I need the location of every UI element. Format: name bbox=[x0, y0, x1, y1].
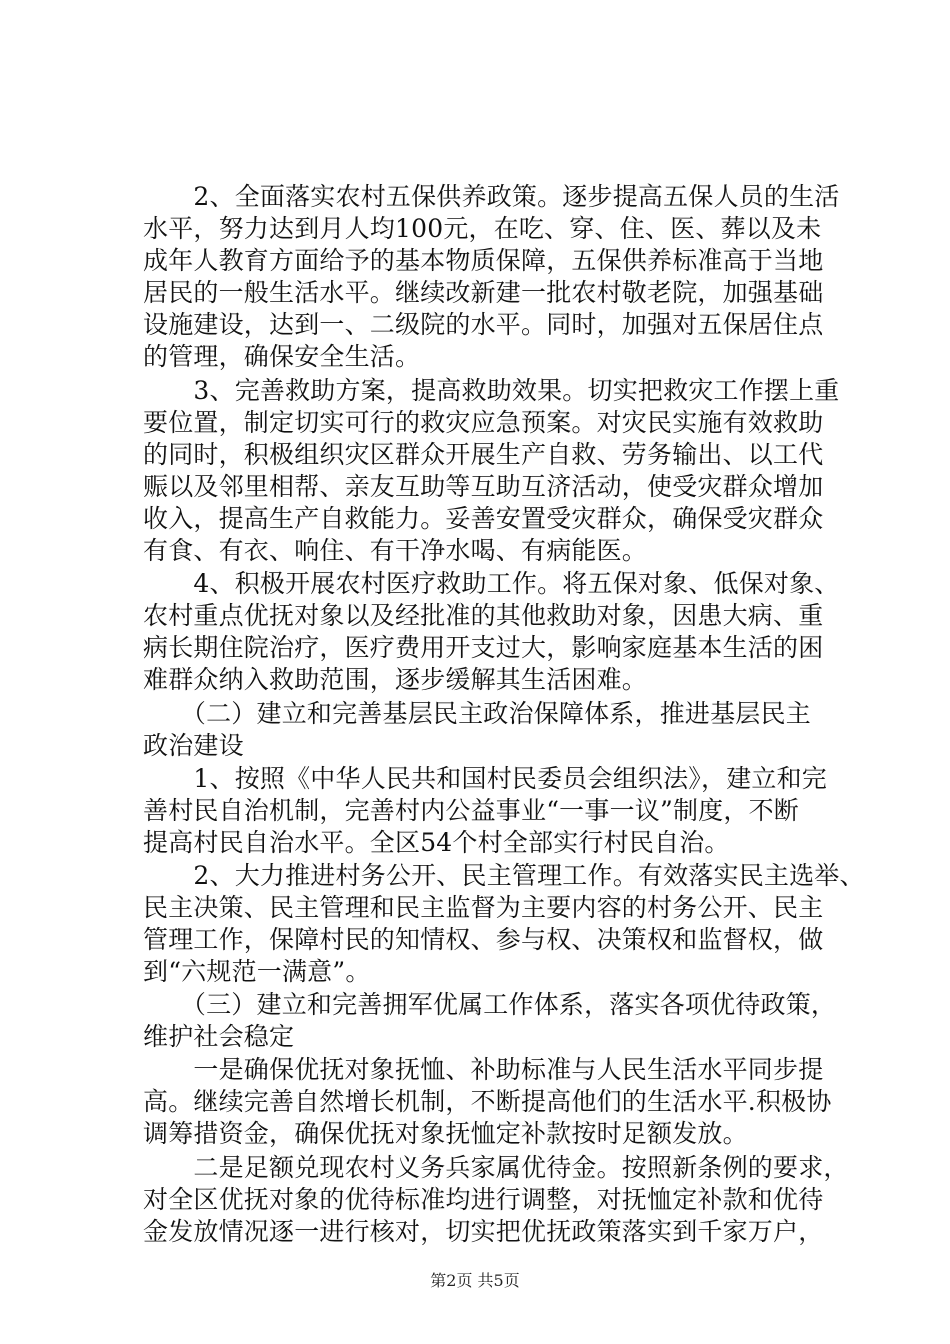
section-heading: （二）建立和完善基层民主政治保障体系，推进基层民主 bbox=[143, 699, 811, 728]
text-line: 赈以及邻里相帮、亲友互助等互助互济活动，使受灾群众增加 bbox=[143, 472, 824, 501]
text-line: 难群众纳入救助范围，逐步缓解其生活困难。 bbox=[143, 665, 648, 694]
text-line: 高。继续完善自然增长机制，不断提高他们的生活水平.积极协 bbox=[143, 1087, 832, 1116]
text-line: 1、按照《中华人民共和国村民委员会组织法》，建立和完 bbox=[143, 764, 828, 793]
text-line: 设施建设，达到一、二级院的水平。同时，加强对五保居住点 bbox=[143, 310, 824, 339]
section-heading: 维护社会稳定 bbox=[143, 1022, 295, 1051]
text-line: 收入，提高生产自救能力。妥善安置受灾群众，确保受灾群众 bbox=[143, 504, 824, 533]
text-line: 的管理，确保安全生活。 bbox=[143, 342, 421, 371]
text-line: 一是确保优抚对象抚恤、补助标准与人民生活水平同步提 bbox=[143, 1055, 824, 1084]
text-line: 调筹措资金，确保优抚对象抚恤定补款按时足额发放。 bbox=[143, 1119, 748, 1148]
text-line: 2、大力推进村务公开、民主管理工作。有效落实民主选举、 bbox=[143, 861, 865, 890]
text-line: 要位置，制定切实可行的救灾应急预案。对灾民实施有效救助 bbox=[143, 408, 824, 437]
text-line: 对全区优抚对象的优待标准均进行调整，对抚恤定补款和优待 bbox=[143, 1185, 824, 1214]
text-line: 农村重点优抚对象以及经批准的其他救助对象，因患大病、重 bbox=[143, 601, 824, 630]
text-line: 的同时，积极组织灾区群众开展生产自救、劳务输出、以工代 bbox=[143, 440, 824, 469]
text-line: 成年人教育方面给予的基本物质保障，五保供养标准高于当地 bbox=[143, 246, 824, 275]
section-heading: （三）建立和完善拥军优属工作体系，落实各项优待政策， bbox=[143, 990, 837, 1019]
text-line: 到“六规范一满意”。 bbox=[143, 957, 371, 986]
section-heading: 政治建设 bbox=[143, 731, 244, 760]
text-line: 病长期住院治疗，医疗费用开支过大，影响家庭基本生活的困 bbox=[143, 633, 824, 662]
text-line: 善村民自治机制，完善村内公益事业“一事一议”制度，不断 bbox=[143, 796, 799, 825]
text-line: 二是足额兑现农村义务兵家属优待金。按照新条例的要求， bbox=[143, 1153, 849, 1182]
page-footer: 第2页 共5页 bbox=[430, 1271, 520, 1290]
text-line: 管理工作，保障村民的知情权、参与权、决策权和监督权，做 bbox=[143, 925, 824, 954]
text-line: 2、全面落实农村五保供养政策。逐步提高五保人员的生活 bbox=[143, 182, 840, 211]
text-line: 居民的一般生活水平。继续改新建一批农村敬老院，加强基础 bbox=[143, 278, 824, 307]
text-line: 水平，努力达到月人均100元，在吃、穿、住、医、葬以及未 bbox=[143, 214, 822, 243]
text-line: 民主决策、民主管理和民主监督为主要内容的村务公开、民主 bbox=[143, 893, 824, 922]
text-line: 金发放情况逐一进行核对，切实把优抚政策落实到千家万户， bbox=[143, 1217, 824, 1246]
text-line: 3、完善救助方案，提高救助效果。切实把救灾工作摆上重 bbox=[143, 376, 840, 405]
text-line: 有食、有衣、响住、有干净水喝、有病能医。 bbox=[143, 536, 648, 565]
text-line: 4、积极开展农村医疗救助工作。将五保对象、低保对象、 bbox=[143, 569, 840, 598]
text-line: 提高村民自治水平。全区54个村全部实行村民自治。 bbox=[143, 828, 730, 857]
